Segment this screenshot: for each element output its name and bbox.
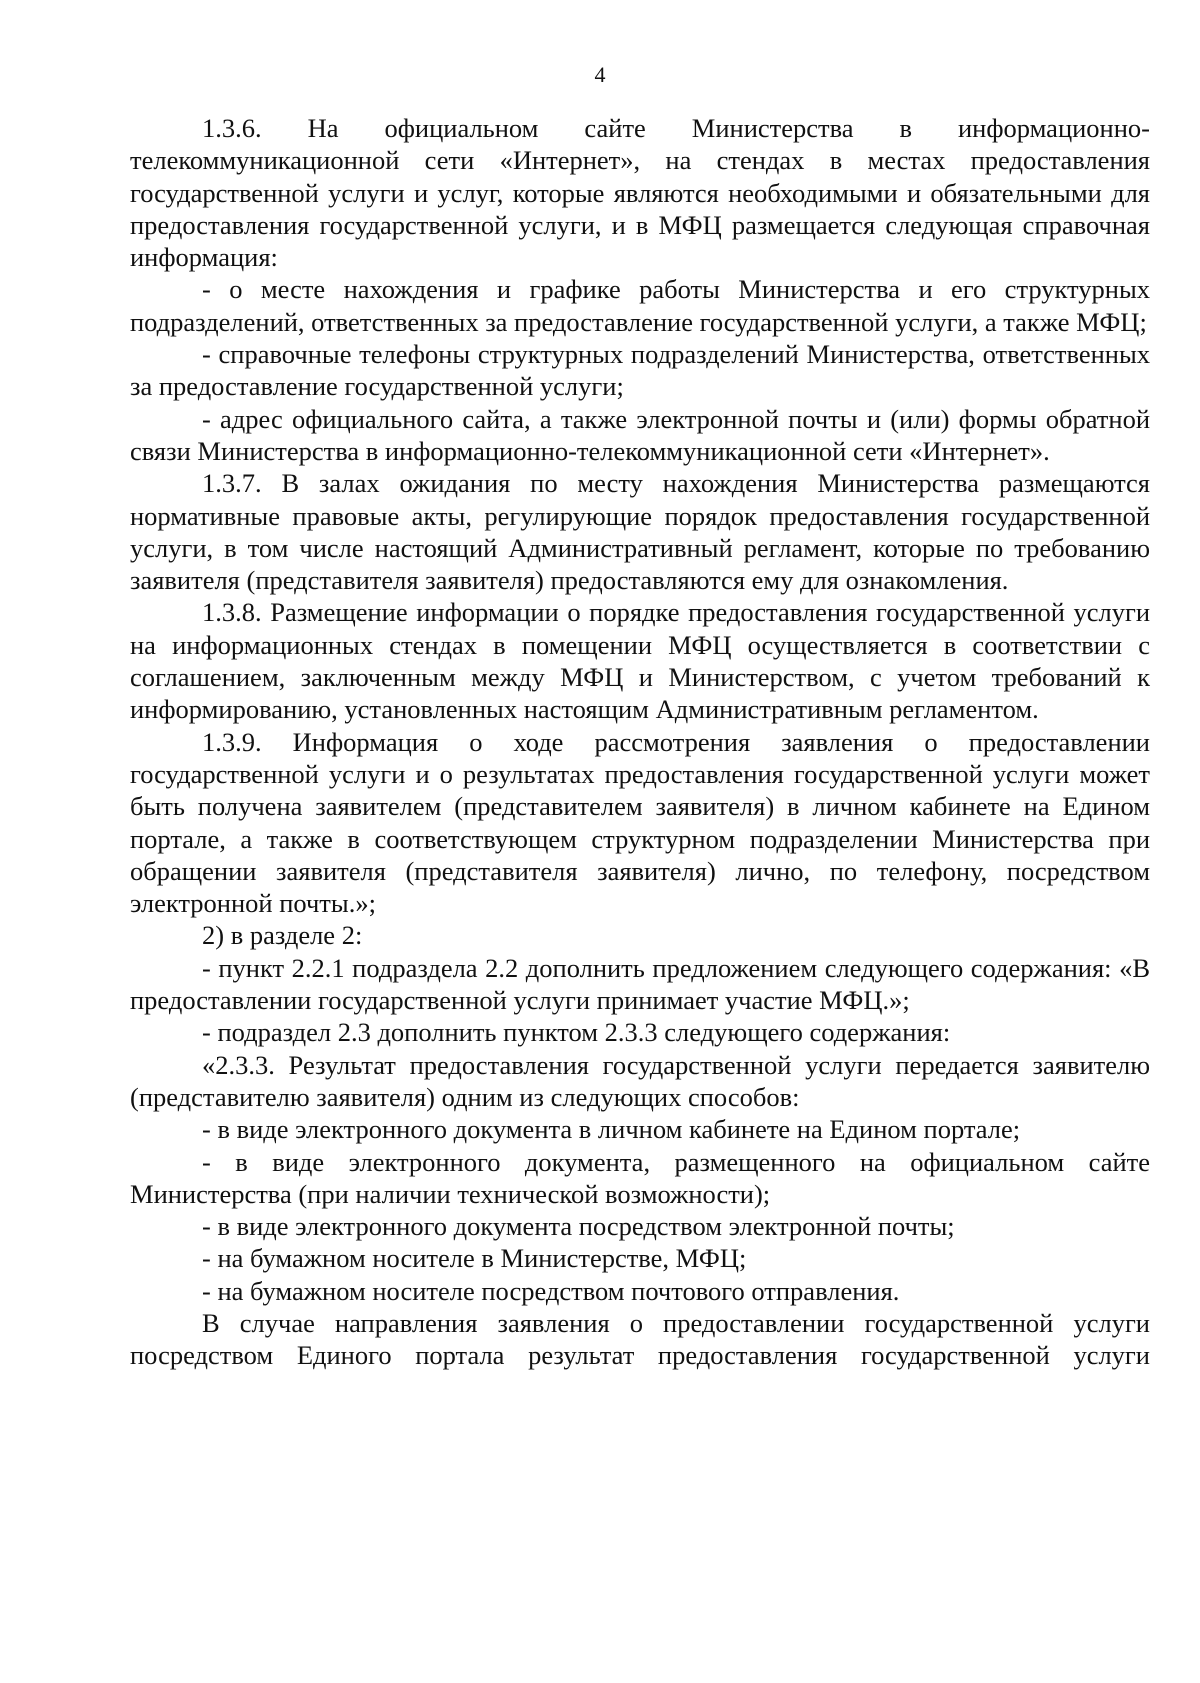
paragraph-1-3-9: 1.3.9. Информация о ходе рассмотрения заявления о предоставлении государственной услуги и о результатах предоставления государственной услуги может быть получена заявителем (представителем заявителя) в личном кабинете на Едином портале, а также в соответствующем структурном подразделении Министерства при обращении заявителя (представителя заявителя) лично, по телефону, посредством электронной почты.»; [130,726,1150,919]
paragraph-section-2: 2) в разделе 2: [202,920,363,951]
list-item-2-3: - подраздел 2.3 дополнить пунктом 2.3.3 следующего содержания: [202,1017,951,1048]
paragraph-1-3-7: 1.3.7. В залах ожидания по месту нахождения Министерства размещаются нормативные правовые акты, регулирующие порядок предоставления государственной услуги, в том числе настоящий Административный регламент, которые по требованию заявителя (представителя заявителя) предоставляются ему для ознакомления. [130,468,1150,596]
paragraph-1-3-8: 1.3.8. Размещение информации о порядке предоставления государственной услуги на информационных стендах в помещении МФЦ осуществляется в соответствии с соглашением, заключенным между МФЦ и Министерством, с учетом требований к информированию, установленных настоящим Административным регламентом. [130,597,1150,725]
list-item-paper-ministry: - на бумажном носителе в Министерстве, МФЦ; [202,1243,747,1274]
list-item-2-2-1: - пункт 2.2.1 подраздела 2.2 дополнить предложением следующего содержания: «В предоставлении государственной услуги принимает участие МФЦ.»; [130,952,1150,1016]
list-item-official-site: - в виде электронного документа, размещенного на официальном сайте Министерства (при наличии технической возможности); [130,1146,1150,1209]
list-item-personal-cabinet: - в виде электронного документа в личном кабинете на Едином портале; [202,1114,1021,1145]
list-item-website-address: - адрес официального сайта, а также электронной почты и (или) формы обратной связи Министерства в информационно-телекоммуникационной сети «Интернет». [130,403,1150,466]
page-number: 4 [594,62,606,87]
paragraph-unified-portal: В случае направления заявления о предоставлении государственной услуги посредством Единого портала результат предоставления государственной услуги [130,1307,1150,1371]
paragraph-2-3-3: «2.3.3. Результат предоставления государственной услуги передается заявителю (представителю заявителя) одним из следующих способов: [130,1049,1150,1112]
list-item-phones: - справочные телефоны структурных подразделений Министерства, ответственных за предоставление государственной услуги; [130,339,1150,402]
paragraph-1-3-6: 1.3.6. На официальном сайте Министерства в информационно-телекоммуникационной сети «Интернет», на стендах в местах предоставления государственной услуги и услуг, которые являются необходимыми и обязательными для предоставления государственной услуги, и в МФЦ размещается следующая справочная информация: [130,113,1150,273]
list-item-email: - в виде электронного документа посредством электронной почты; [202,1211,955,1242]
list-item-location-schedule: - о месте нахождения и графике работы Министерства и его структурных подразделений, ответственных за предоставление государственной услуги, а также МФЦ; [130,274,1150,337]
document-body [130,112,1150,1372]
list-item-paper-post: - на бумажном носителе посредством почтового отправления. [202,1275,900,1306]
